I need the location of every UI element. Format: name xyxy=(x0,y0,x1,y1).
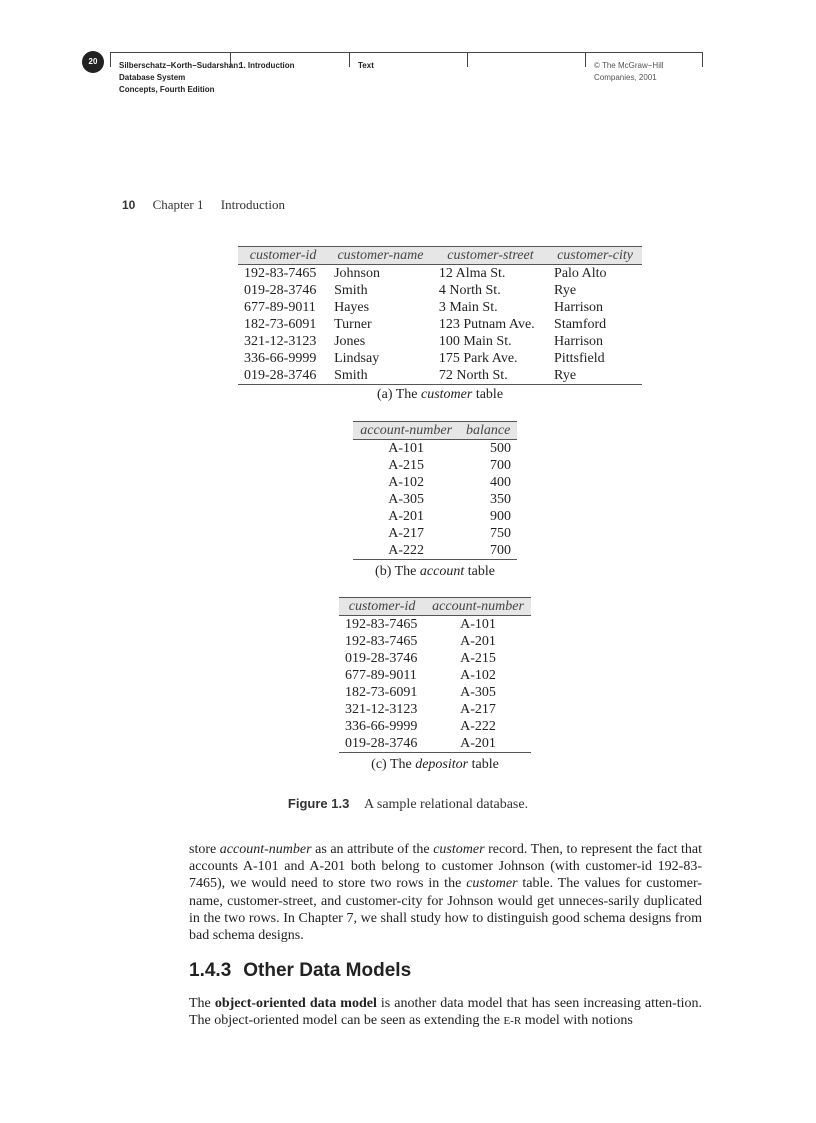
table-row xyxy=(353,542,517,560)
table-cell: A-305 xyxy=(460,685,496,700)
table-cell: 100 Main St. xyxy=(438,334,512,349)
table-cell: 400 xyxy=(490,475,511,490)
table-row xyxy=(339,701,531,718)
table-cell: A-222 xyxy=(353,542,459,560)
column-header: account-number xyxy=(353,422,459,440)
table-cell: Turner xyxy=(334,317,372,332)
table-cell: 700 xyxy=(459,542,517,560)
table-row xyxy=(238,316,642,333)
chapter-label: Chapter 1 xyxy=(152,197,204,212)
table-row xyxy=(339,735,531,753)
table-cell: 123 Putnam Ave. xyxy=(438,317,535,332)
table-cell: Johnson xyxy=(334,266,381,281)
table-header-row xyxy=(353,422,517,440)
figure-label: Figure 1.3 xyxy=(287,796,350,811)
table-cell: 500 xyxy=(490,441,511,456)
table-cell: 336-66-9999 xyxy=(244,351,317,366)
table-cell: 182-73-6091 xyxy=(244,317,317,332)
table-cell: A-102 xyxy=(460,668,496,683)
table-cell: A-201 xyxy=(460,634,496,649)
text-run: as an attribute of the xyxy=(311,842,434,857)
table-cell: 182-73-6091 xyxy=(345,685,418,700)
table-row xyxy=(353,457,517,474)
customer-table xyxy=(238,246,642,385)
table-cell: 192-83-7465 xyxy=(345,634,418,649)
small-caps-term: E-R xyxy=(503,1015,522,1028)
header-divider xyxy=(585,52,586,67)
header-chapter: 1. Introduction xyxy=(239,61,295,70)
table-row xyxy=(353,474,517,491)
table-row xyxy=(238,265,642,283)
header-divider xyxy=(110,52,111,67)
caption-table-name: customer xyxy=(421,387,473,402)
table-cell: Lindsay xyxy=(334,351,380,366)
header-divider xyxy=(230,52,231,67)
header-divider xyxy=(467,52,468,67)
table-cell: A-101 xyxy=(388,441,425,456)
table-header-row xyxy=(238,247,642,265)
header-copyright-line2: Companies, 2001 xyxy=(594,73,657,82)
table-cell: A-217 xyxy=(388,526,425,541)
caption-prefix: (b) The xyxy=(375,564,417,579)
header-book-title-line1: Database System xyxy=(119,73,186,82)
table-row xyxy=(238,282,642,299)
section-title: Other Data Models xyxy=(243,960,412,981)
page-number: 10 xyxy=(122,198,136,212)
table-row xyxy=(238,299,642,316)
table-cell: Smith xyxy=(334,283,368,298)
table-cell: 12 Alma St. xyxy=(438,266,506,281)
table-cell: Harrison xyxy=(554,334,604,349)
table-row xyxy=(339,684,531,701)
table-row xyxy=(339,650,531,667)
table-cell: A-201 xyxy=(425,735,531,753)
italic-term: account-number xyxy=(219,842,312,857)
table-cell: A-305 xyxy=(388,492,425,507)
table-cell: Jones xyxy=(334,334,366,349)
figure-caption xyxy=(0,796,816,813)
header-divider xyxy=(349,52,350,67)
table-cell: 677-89-9011 xyxy=(345,668,417,683)
caption-table-name: depositor xyxy=(415,757,469,772)
table-cell: Harrison xyxy=(554,300,604,315)
table-cell: 3 Main St. xyxy=(438,300,498,315)
table-cell: Rye xyxy=(548,367,642,385)
table-cell: 019-28-3746 xyxy=(238,367,328,385)
header-section-type: Text xyxy=(358,61,374,70)
caption-prefix: (a) The xyxy=(376,387,418,402)
header-divider xyxy=(702,52,703,67)
table-cell: A-102 xyxy=(388,475,425,490)
table-cell: 019-28-3746 xyxy=(345,651,418,666)
header-copyright xyxy=(594,60,664,84)
table-cell: 677-89-9011 xyxy=(244,300,316,315)
table-cell: Rye xyxy=(554,283,577,298)
table-cell: 019-28-3746 xyxy=(339,735,425,753)
table-row xyxy=(238,367,642,385)
table-cell: 700 xyxy=(490,458,511,473)
running-header xyxy=(0,52,816,112)
text-run: The xyxy=(189,996,215,1011)
table-cell: A-101 xyxy=(460,617,496,632)
account-table-caption xyxy=(335,564,535,580)
page-heading xyxy=(122,197,285,213)
caption-suffix: table xyxy=(475,387,504,402)
table-row xyxy=(339,667,531,684)
table-cell: 750 xyxy=(490,526,511,541)
text-run: model with notions xyxy=(521,1013,633,1029)
table-cell: 72 North St. xyxy=(433,367,548,385)
header-rule xyxy=(110,52,703,53)
table-row xyxy=(353,440,517,458)
customer-table-caption xyxy=(238,387,642,403)
table-row xyxy=(339,718,531,735)
body-paragraph xyxy=(189,841,702,944)
text-run: record. Then, to represent the fact that accounts A-101 and A-201 both belong to customer Johnson (with customer-id 192-83-7465), we would need to store two rows in the xyxy=(189,842,702,892)
table-cell: Palo Alto xyxy=(554,266,607,281)
table-row xyxy=(353,508,517,525)
table-header-row xyxy=(339,598,531,616)
table-cell: 336-66-9999 xyxy=(345,719,418,734)
caption-suffix: table xyxy=(471,757,499,772)
table-cell: 350 xyxy=(490,492,511,507)
column-header: account-number xyxy=(425,598,531,616)
bold-term: object-oriented data model xyxy=(214,996,377,1011)
text-run: is another data model that has seen increasing atten-tion. The object-oriented model can be seen as extending the xyxy=(189,996,703,1029)
table-row xyxy=(339,616,531,634)
caption-suffix: table xyxy=(467,564,495,579)
caption-table-name: account xyxy=(419,564,465,579)
column-header: customer-name xyxy=(328,247,433,265)
table-cell: A-222 xyxy=(460,719,496,734)
chapter-title: Introduction xyxy=(220,197,286,212)
table-row xyxy=(353,525,517,542)
table-cell: 019-28-3746 xyxy=(244,283,317,298)
table-cell: Smith xyxy=(328,367,433,385)
text-run: table. The values for customer-name, customer-street, and customer-city for Johnson would get unneces-sarily duplicated in the two rows. In Chapter 7, we shall study how to distinguish good schema designs from bad schema designs. xyxy=(189,876,702,944)
table-cell: 192-83-7465 xyxy=(244,266,317,281)
table-cell: A-215 xyxy=(460,651,496,666)
table-row xyxy=(339,633,531,650)
column-header: customer-id xyxy=(339,598,425,616)
text-run: store xyxy=(189,842,220,857)
table-cell: Pittsfield xyxy=(554,351,605,366)
table-row xyxy=(353,491,517,508)
table-cell: 175 Park Ave. xyxy=(438,351,518,366)
italic-term: customer xyxy=(433,842,485,857)
column-header: customer-city xyxy=(548,247,642,265)
section-number: 1.4.3 xyxy=(189,960,232,981)
header-book-info xyxy=(119,60,241,96)
table-cell: A-201 xyxy=(388,509,425,524)
figure-caption-text: A sample relational database. xyxy=(364,797,529,812)
account-table xyxy=(353,421,517,560)
header-authors: Silberschatz−Korth−Sudarshan: xyxy=(119,61,241,70)
header-copyright-line1: © The McGraw−Hill xyxy=(594,61,664,70)
depositor-table xyxy=(339,597,531,753)
table-cell: 321-12-3123 xyxy=(244,334,317,349)
caption-prefix: (c) The xyxy=(371,757,412,772)
body-paragraph xyxy=(189,995,702,1030)
table-cell: 4 North St. xyxy=(438,283,501,298)
section-heading xyxy=(189,960,411,982)
table-cell: 192-83-7465 xyxy=(345,617,418,632)
table-cell: A-217 xyxy=(460,702,496,717)
italic-term: customer xyxy=(466,876,518,892)
table-cell: 321-12-3123 xyxy=(345,702,418,717)
column-header: customer-street xyxy=(433,247,548,265)
column-header: balance xyxy=(459,422,517,440)
table-cell: Stamford xyxy=(554,317,607,332)
depositor-table-caption xyxy=(335,757,535,773)
header-book-title-line2: Concepts, Fourth Edition xyxy=(119,85,215,94)
table-cell: 900 xyxy=(490,509,511,524)
page-number-badge: 20 xyxy=(82,51,104,73)
table-row xyxy=(238,333,642,350)
table-row xyxy=(238,350,642,367)
column-header: customer-id xyxy=(238,247,328,265)
table-cell: A-215 xyxy=(388,458,425,473)
table-cell: Hayes xyxy=(334,300,370,315)
